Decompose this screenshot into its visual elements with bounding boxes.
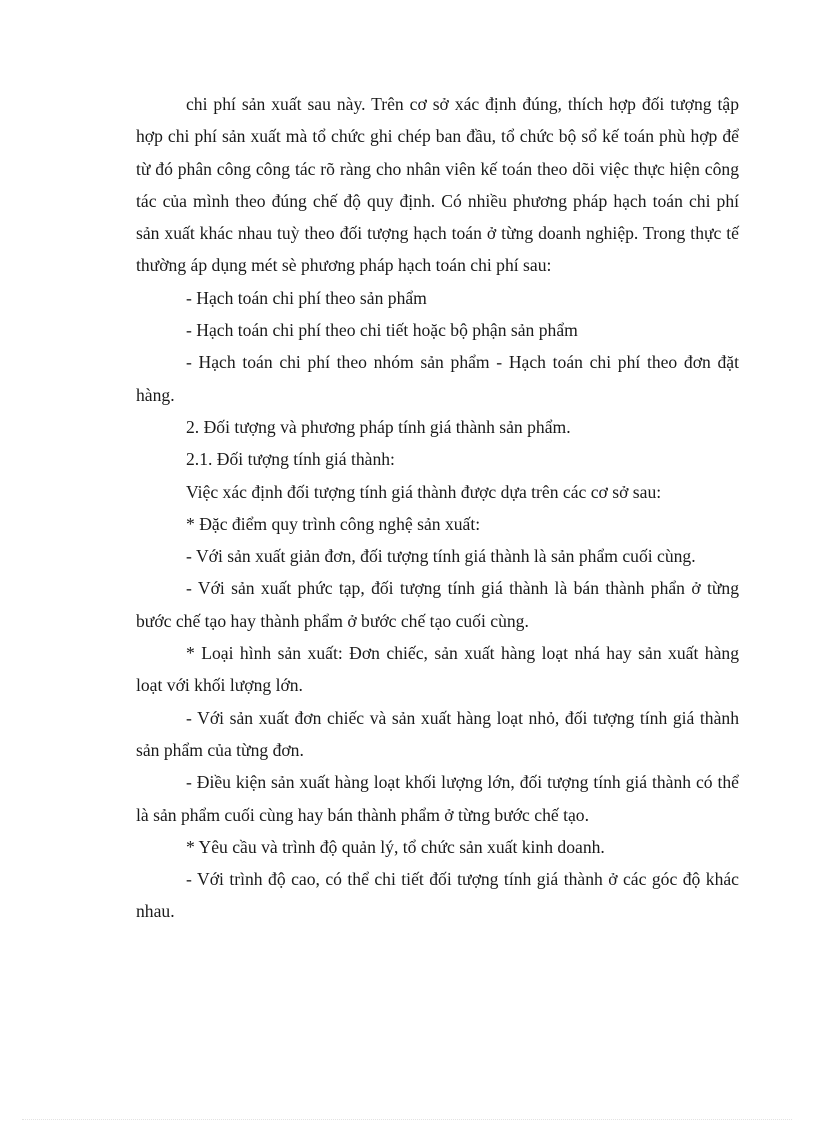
list-item-by-group-and-order: - Hạch toán chi phí theo nhóm sản phẩm - Hạch toán chi phí theo đơn đặt hàng. xyxy=(136,352,739,405)
list-item-large-batch: - Điều kiện sản xuất hàng loạt khối lượng lớn, đối tượng tính giá thành có thể là sản phẩm cuối cùng hay bán thành phẩm ở từng bước chế tạo. xyxy=(136,772,739,825)
list-item-by-product: - Hạch toán chi phí theo sản phẩm xyxy=(186,287,427,308)
subsection-heading-2-1: 2.1. Đối tượng tính giá thành: xyxy=(186,449,395,470)
list-item-by-part: - Hạch toán chi phí theo chi tiết hoặc bộ phận sản phẩm xyxy=(186,320,578,341)
bullet-process-characteristics: * Đặc điểm quy trình công nghệ sản xuất: xyxy=(186,513,481,534)
section-heading-2: 2. Đối tượng và phương pháp tính giá thành sản phẩm. xyxy=(186,416,571,437)
list-item-single-small-batch: - Với sản xuất đơn chiếc và sản xuất hàng loạt nhỏ, đối tượng tính giá thành sản phẩm của từng đơn. xyxy=(136,707,739,760)
document-body xyxy=(136,88,739,928)
bullet-management-requirements: * Yêu cầu và trình độ quản lý, tổ chức sản xuất kinh doanh. xyxy=(186,836,605,857)
list-item-complex-production: - Với sản xuất phức tạp, đối tượng tính giá thành là bán thành phẩn ở từng bước chế tạo hay thành phẩm ở bước chế tạo cuối cùng. xyxy=(136,578,739,631)
list-item-simple-production: - Với sản xuất giản đơn, đối tượng tính giá thành là sản phẩm cuối cùng. xyxy=(186,546,696,567)
bullet-production-type: * Loại hình sản xuất: Đơn chiếc, sản xuất hàng loạt nhá hay sản xuất hàng loạt với khối lượng lớn. xyxy=(136,643,739,696)
paragraph-basis-intro: Việc xác định đối tượng tính giá thành được dựa trên các cơ sở sau: xyxy=(186,481,662,502)
paragraph-cost-accounting-intro: chi phí sản xuất sau này. Trên cơ sở xác định đúng, thích hợp đối tượng tập hợp chi phí sản xuất mà tổ chức ghi chép ban đầu, tổ chức bộ sổ kế toán phù hợp để từ đó phân công công tác rõ ràng cho nhân viên kế toán theo dõi việc thực hiện công tác của mình theo đúng chế độ quy định. Có nhiều phương pháp hạch toán chi phí sản xuất khác nhau tuỳ theo đối tượng hạch toán ở từng doanh nghiệp. Trong thực tế thường áp dụng mét sè phương pháp hạch toán chi phí sau: xyxy=(136,94,739,276)
list-item-high-level: - Với trình độ cao, có thể chi tiết đối tượng tính giá thành ở các góc độ khác nhau. xyxy=(136,869,739,922)
page-bottom-divider xyxy=(22,1119,792,1120)
